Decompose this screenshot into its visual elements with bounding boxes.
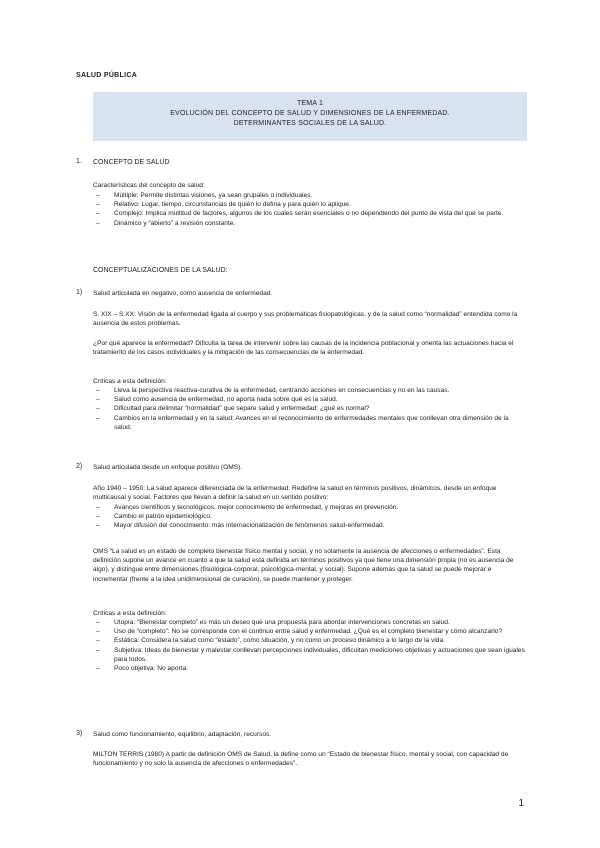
c1-critics-list [96,386,525,432]
list-item: – Utopía: “Bienestar completo” es más un deseo que una propuesta para abordar intervenciones concretas en salud. [96,618,525,627]
c2-critics-intro: Críticas a esta definición: [93,610,167,617]
item-number: 2) [76,463,83,470]
list-item: – Poco objetiva: No aporta. [96,664,525,673]
c3-paragraph-1: MILTON TERRIS (1980) A partir de definición OMS de Salud, la define como un “Estado de bienestar físico, mental y social, con capacidad de funcionamiento y no solo la ausencia de afecciones o enfermedades”. [93,751,509,768]
list-item: – Salud como ausencia de enfermedad, no aporta nada sobre qué es la salud. [96,395,525,404]
c2-heading: Salud articulada desde un enfoque positivo (OMS). [93,464,243,471]
list-item: – Dificultad para delimitar “normalidad” que separe salud y enfermedad: ¿qué es normal? [96,404,525,413]
item-number: 3) [76,730,83,737]
section-number: 1. [76,158,82,165]
item-number: 1) [76,289,83,296]
list-item: – Múltiple: Permite distintas visiones, ya sean grupales o individuales. [96,191,525,200]
list-item: – Complejo: Implica multitud de factores, algunos de los cuales serán esenciales o no dependiendo del punto de vista del que se parte. [96,209,525,218]
list-item: – Estática: Considera la salud como “estado”, como situación, y no como un proceso dinámico a lo largo de la vida. [96,636,525,645]
c1-heading: Salud articulada en negativo, como ausencia de enfermedad. [93,290,273,297]
c1-paragraph-1: S. XIX – S.XX: Visión de la enfermedad ligada al cuerpo y sus problemáticas fisiopatológicas, y de la salud como “normalidad” entendida como la ausencia de estos problemas. [93,311,518,328]
c3-heading: Salud como funcionamiento, equilibrio, adaptación, recursos. [93,731,272,738]
title-line-2: EVOLUCIÓN DEL CONCEPTO DE SALUD Y DIMENSIONES DE LA ENFERMEDAD. [170,110,450,117]
list-item: – Mayor difusión del conocimiento: más internacionalización de fenómenos salud-enfermedad. [96,521,525,530]
c2-critics-list [96,618,525,673]
section-heading: CONCEPTO DE SALUD [93,159,170,166]
c1-paragraph-2: ¿Por qué aparece la enfermedad? Dificulta la tarea de intervenir sobre las causas de la incidencia poblacional y orienta las actuaciones hacia el tratamiento de los casos individuales y la mitigación de las consecuencias de la enfermedad. [93,340,514,357]
section1-list [96,191,525,228]
c2-factors-list [96,503,525,531]
list-item: – Relativo: Lugar, tiempo, circunstancias de quién lo defina y para quién lo aplique. [96,200,525,209]
page-number: 1 [518,798,524,809]
list-item: – Cambio el patrón epidemiológico. [96,512,525,521]
title-line-1: TEMA 1 [296,100,324,107]
list-item: – Cambios en la enfermedad y en la salud: Avances en el reconocimiento de enfermedades mentales que conllevan otra dimensión de la salud. [96,414,525,432]
conceptualizations-heading: CONCEPTUALIZACIONES DE LA SALUD: [93,267,228,274]
list-item: – Avances científicos y tecnológicos, mejor conocimiento de enfermedad, y mejoras en prevención. [96,503,525,512]
c2-paragraph-2: OMS “La salud es un estado de completo bienestar físico mental y social, y no solamente la ausencia de afecciones o enfermedades”. Esta definición supone un avance en cuanto a que la salud está definida en términos positivos ya que tiene una dimensión propia (no es ausencia de algo), y distingue entre dimensiones (fisiológica-corporal, psicológica-mental, y social). Supone además que la salud se puede mejorar e incrementar (frente a la idea unidimensional de curación), se puede mantener y proteger. [93,548,514,583]
title-line-3: DETERMINANTES SOCIALES DE LA SALUD. [233,120,387,127]
header-label: SALUD PÚBLICA [76,72,138,79]
title-box [93,92,527,141]
list-item: – Uso de “completo”: No se corresponde con el continuo entre salud y enfermedad. ¿Qué es el completo bienestar y cómo alcanzarlo? [96,627,525,636]
c1-critics-intro: Críticas a esta definición: [93,378,167,385]
list-item: – Lleva la perspectiva reactiva-curativa de la enfermedad, centrando acciones en consecuencias y no en las causas. [96,386,525,395]
list-item: – Subjetiva: Ideas de bienestar y malestar conllevan percepciones individuales, dificultan mediciones objetivas y actuaciones que sean iguales para todos. [96,646,525,664]
section1-intro: Características del concepto de salud: [93,182,205,189]
c2-paragraph-1: Año 1940 – 1950: La salud aparece diferenciada de la enfermedad. Redefine la salud en términos positivos, dinámicos, desde un enfoque multicausal y social. Factores que llevan a definir la salud en un sentido positivo: [93,485,497,502]
list-item: – Dinámico y “abierto” a revisión constante. [96,219,525,228]
